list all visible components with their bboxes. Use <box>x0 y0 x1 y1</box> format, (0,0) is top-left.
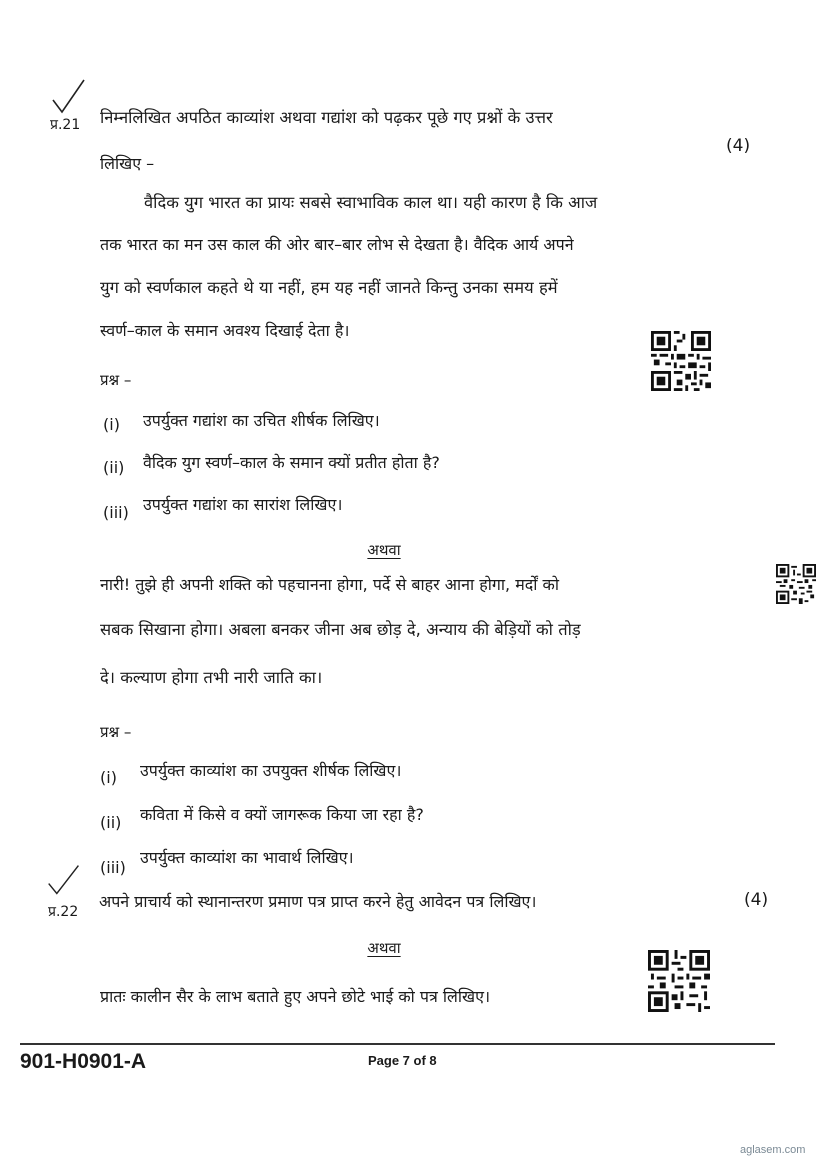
q21-instruction-line1: निम्नलिखित अपठित काव्यांश अथवा गद्यांश को पढ़कर पूछे गए प्रश्नों के उत्तर <box>100 108 553 127</box>
poem-line-1: नारी! तुझे ही अपनी शक्ति को पहचानना होगा, पर्दे से बाहर आना होगा, मर्दों को <box>100 575 559 594</box>
q21-alt-option-text-2: कविता में किसे व क्यों जागरूक किया जा रहा है? <box>140 805 424 824</box>
athva-heading-1: अथवा <box>367 541 401 559</box>
q21-alt-option-num-3: (iii) <box>100 858 126 877</box>
q21-alt-option-text-3: उपर्युक्त काव्यांश का भावार्थ लिखिए। <box>140 848 354 867</box>
qr-code-icon <box>648 950 710 1012</box>
q21-alt-option-num-2: (ii) <box>100 813 122 832</box>
q22-marks: (4) <box>744 890 769 910</box>
q21-alt-option-num-1: (i) <box>100 768 117 787</box>
athva-heading-2: अथवा <box>367 939 401 957</box>
q21-alt-option-text-1: उपर्युक्त काव्यांश का उपयुक्त शीर्षक लिखिए। <box>140 761 402 780</box>
q21-option-num-1: (i) <box>103 415 120 434</box>
q21-prashn-label-2: प्रश्न – <box>100 723 132 741</box>
q21-option-text-3: उपर्युक्त गद्यांश का सारांश लिखिए। <box>143 495 343 514</box>
q21-option-text-2: वैदिक युग स्वर्ण–काल के समान क्यों प्रतीत होता है? <box>143 453 440 472</box>
q21-option-text-1: उपर्युक्त गद्यांश का उचित शीर्षक लिखिए। <box>143 411 380 430</box>
passage-line-4: स्वर्ण–काल के समान अवश्य दिखाई देता है। <box>100 321 350 340</box>
q21-option-num-2: (ii) <box>103 458 125 477</box>
footer-divider <box>20 1043 775 1045</box>
passage-line-1: वैदिक युग भारत का प्रायः सबसे स्वाभाविक काल था। यही कारण है कि आज <box>144 193 598 212</box>
q22-alt-text: प्रातः कालीन सैर के लाभ बताते हुए अपने छोटे भाई को पत्र लिखिए। <box>100 987 491 1006</box>
qr-code-icon <box>776 564 816 604</box>
watermark: aglasem.com <box>740 1144 806 1156</box>
q21-prashn-label: प्रश्न – <box>100 371 132 389</box>
passage-line-2: तक भारत का मन उस काल की ओर बार–बार लोभ से देखता है। वैदिक आर्य अपने <box>100 235 574 254</box>
page-number: Page 7 of 8 <box>368 1053 437 1068</box>
passage-line-3: युग को स्वर्णकाल कहते थे या नहीं, हम यह नहीं जानते किन्तु उनका समय हमें <box>100 278 558 297</box>
question-number-22: प्र.22 <box>48 904 79 920</box>
q21-instruction-line2: लिखिए – <box>100 154 155 173</box>
qr-code-icon <box>651 331 711 391</box>
q22-text: अपने प्राचार्य को स्थानान्तरण प्रमाण पत्र प्राप्त करने हेतु आवेदन पत्र लिखिए। <box>99 892 537 911</box>
poem-line-3: दे। कल्याण होगा तभी नारी जाति का। <box>100 668 323 687</box>
checkmark-icon <box>46 862 82 898</box>
q21-option-num-3: (iii) <box>103 503 129 522</box>
paper-code: 901-H0901-A <box>20 1050 147 1073</box>
checkmark-icon <box>50 78 90 118</box>
q21-marks: (4) <box>726 136 751 156</box>
poem-line-2: सबक सिखाना होगा। अबला बनकर जीना अब छोड़ दे, अन्याय की बेड़ियों को तोड़ <box>100 620 581 639</box>
question-number-21: प्र.21 <box>50 117 81 133</box>
